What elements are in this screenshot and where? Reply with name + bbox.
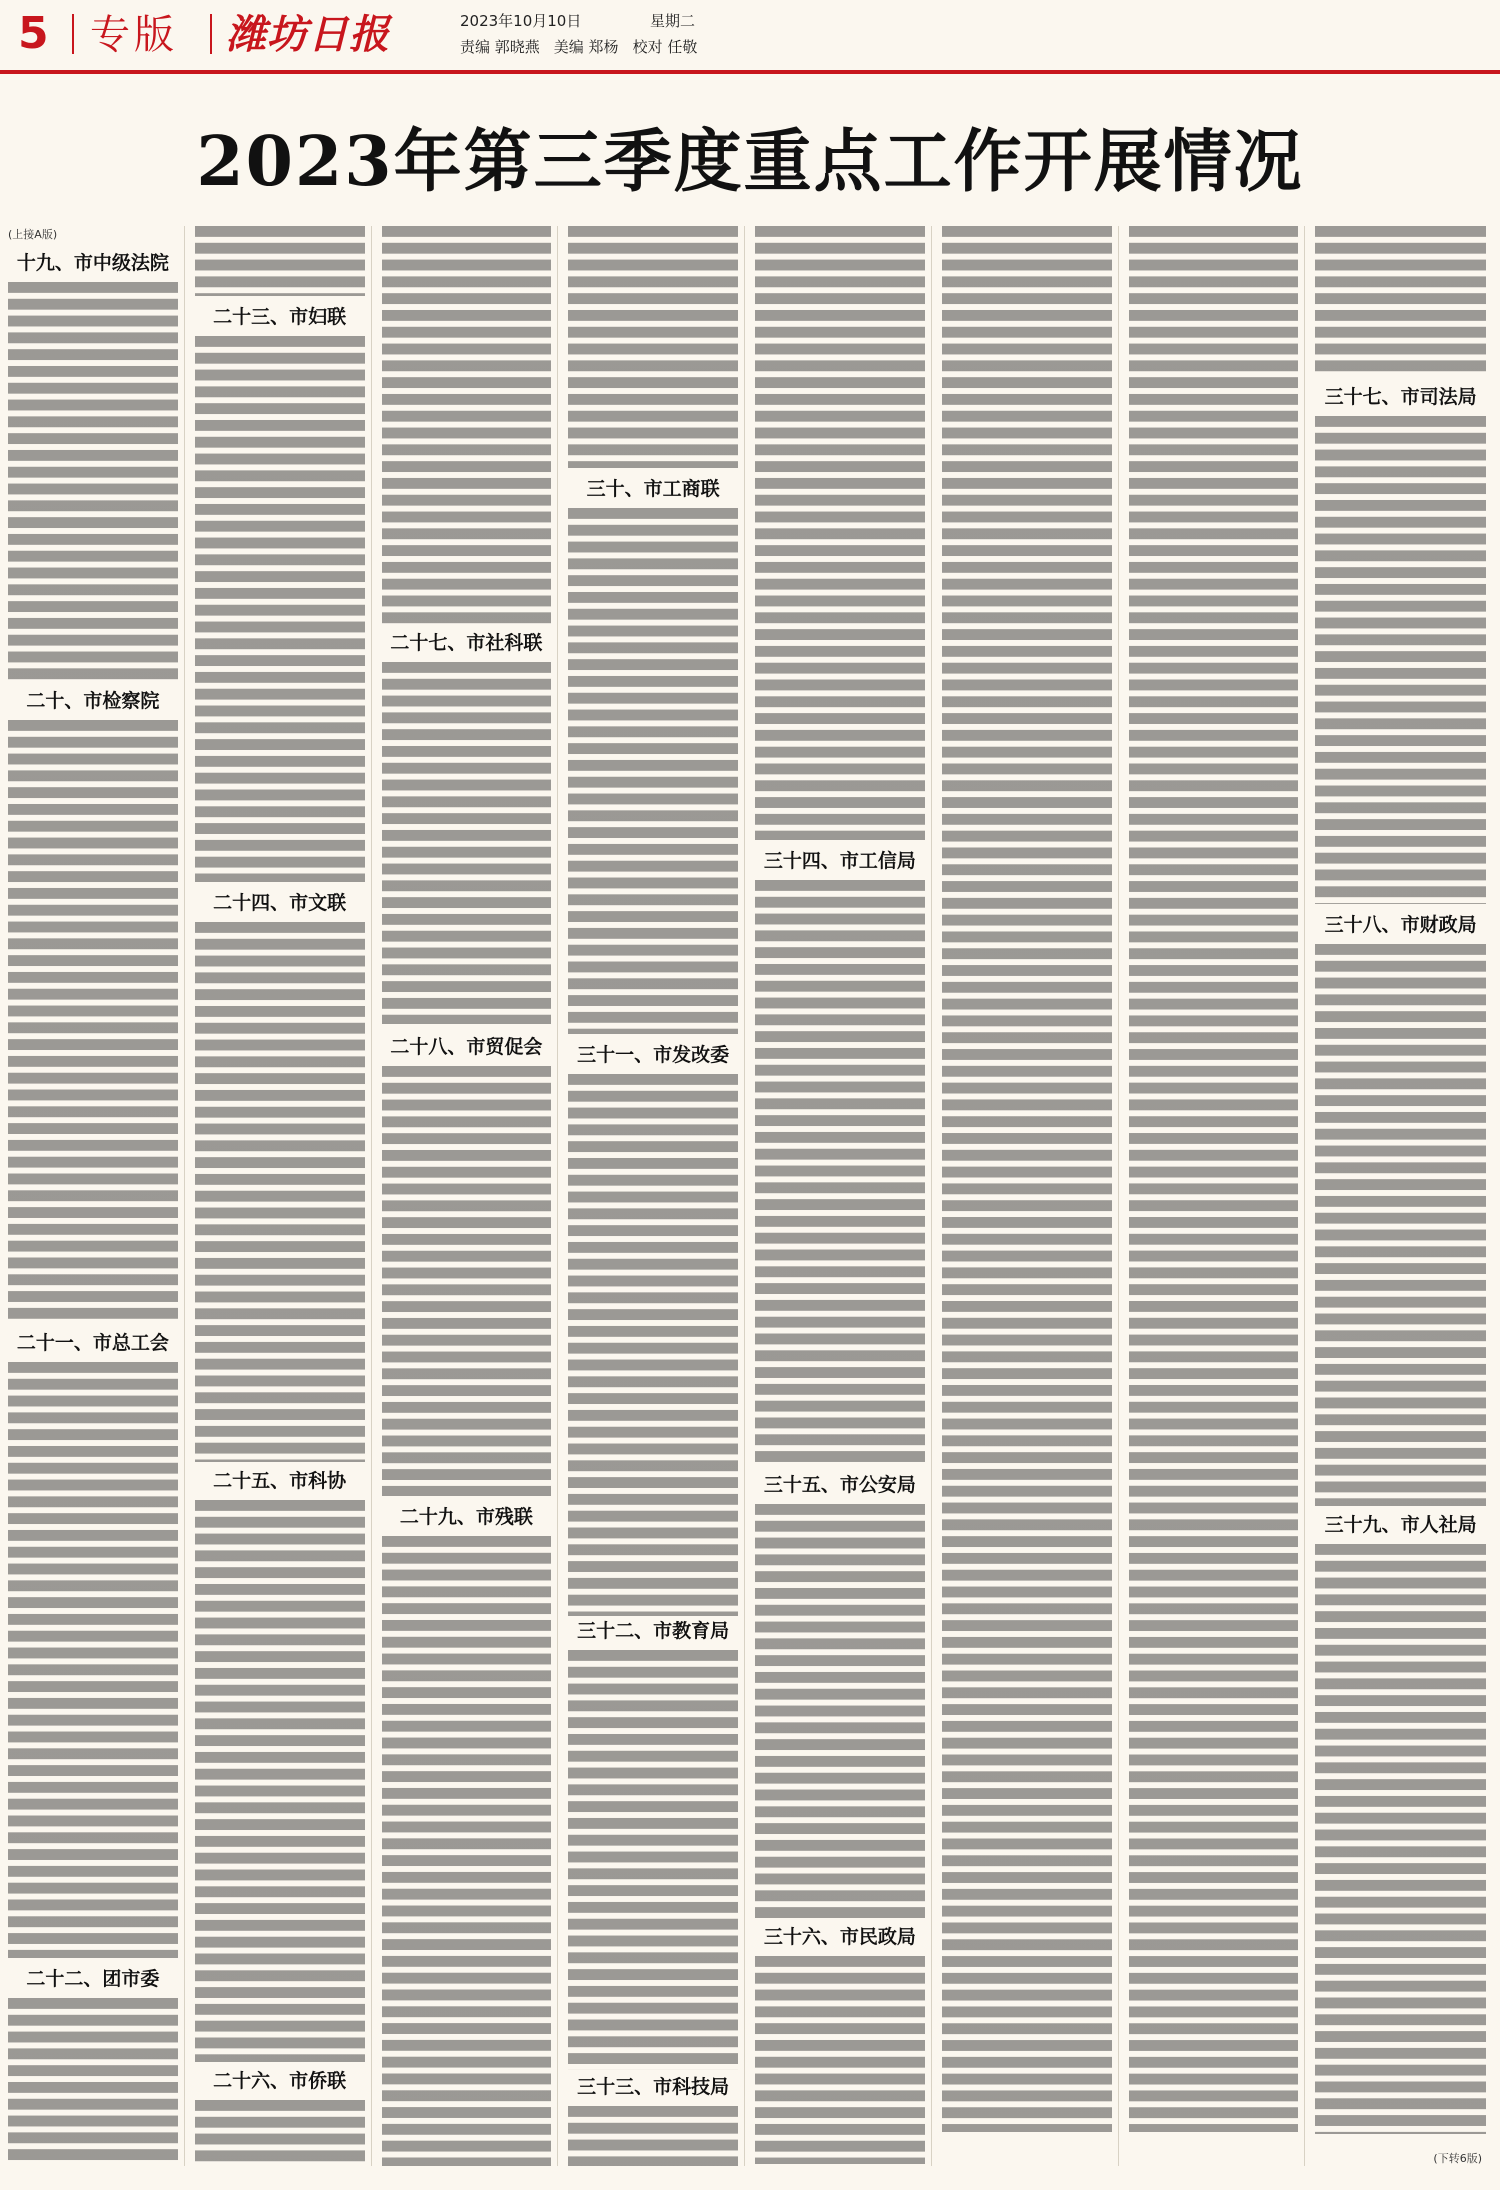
article-text xyxy=(382,1066,552,1496)
section-industry-information xyxy=(755,848,925,1464)
article-text xyxy=(568,508,738,1034)
section-heading: 三十九、市人社局 xyxy=(1324,1514,1477,1536)
section-heading: 二十、市检察院 xyxy=(26,690,160,712)
section-disabled-federation xyxy=(382,1504,552,2166)
article-text xyxy=(8,1998,178,2164)
editor-credit: 美编 郑杨 xyxy=(553,38,619,56)
article-text xyxy=(1315,226,1486,376)
section-trade-unions xyxy=(8,1330,178,1958)
article-column xyxy=(382,226,559,2166)
issue-date: 2023年10月10日 xyxy=(460,12,582,30)
article-text xyxy=(1129,226,1299,2132)
article-text xyxy=(195,922,365,1462)
section-science-association xyxy=(195,1468,365,2062)
article-column xyxy=(1315,226,1492,2166)
page-number: 5 xyxy=(18,8,49,59)
section-heading: 三十一、市发改委 xyxy=(577,1044,730,1066)
section-social-science-federation xyxy=(382,630,552,1024)
section-continued xyxy=(755,226,925,840)
section-heading: 二十二、团市委 xyxy=(26,1968,160,1990)
section-ccpit xyxy=(382,1034,552,1496)
section-civil-affairs xyxy=(755,1924,925,2164)
editor-credit: 责编 郭晓燕 xyxy=(460,38,540,56)
article-text xyxy=(195,1500,365,2062)
article-text xyxy=(195,2100,365,2166)
section-public-security xyxy=(755,1472,925,1918)
section-heading: 三十七、市司法局 xyxy=(1324,386,1477,408)
section-literary-federation xyxy=(195,890,365,1462)
section-heading: 三十八、市财政局 xyxy=(1324,914,1477,936)
masthead xyxy=(0,0,1500,74)
editor-credit: 校对 任敬 xyxy=(632,38,698,56)
article-column xyxy=(942,226,1119,2166)
section-federation-industry-commerce xyxy=(568,476,738,1034)
article-text xyxy=(568,1074,738,1616)
section-procuratorate xyxy=(8,688,178,1322)
section-heading: 二十八、市贸促会 xyxy=(390,1036,543,1058)
section-heading: 三十、市工商联 xyxy=(586,478,720,500)
edition-label: 专版 xyxy=(90,12,178,58)
section-continued xyxy=(1129,226,1299,2132)
section-continued xyxy=(382,226,552,624)
article-text xyxy=(382,662,552,1024)
section-heading: 三十二、市教育局 xyxy=(577,1620,730,1642)
article-text xyxy=(1315,1544,1486,2134)
article-text xyxy=(942,226,1112,2132)
article-text xyxy=(755,1956,925,2164)
article-columns xyxy=(8,226,1492,2166)
article-text xyxy=(382,226,552,624)
section-development-reform xyxy=(568,1042,738,1616)
section-justice xyxy=(1315,384,1486,904)
section-heading: 三十五、市公安局 xyxy=(763,1474,916,1496)
masthead-divider xyxy=(210,14,212,54)
section-heading: 三十三、市科技局 xyxy=(577,2076,730,2098)
article-text xyxy=(755,226,925,840)
article-column xyxy=(195,226,372,2166)
section-heading: 二十五、市科协 xyxy=(213,1470,347,1492)
article-text xyxy=(8,720,178,1322)
masthead-divider xyxy=(72,14,74,54)
article-column xyxy=(568,226,745,2166)
article-column xyxy=(1129,226,1306,2166)
article-column xyxy=(8,226,185,2166)
article-text xyxy=(382,1536,552,2166)
editor-credits xyxy=(460,36,697,57)
section-continued xyxy=(568,226,738,468)
article-text xyxy=(1315,944,1486,1506)
section-heading: 三十六、市民政局 xyxy=(763,1926,916,1948)
section-youth-league xyxy=(8,1966,178,2164)
article-text xyxy=(568,2106,738,2166)
section-womens-federation xyxy=(195,304,365,882)
page-headline: 2023年第三季度重点工作开展情况 xyxy=(196,122,1304,202)
issue-weekday: 星期二 xyxy=(650,12,696,30)
section-continued xyxy=(942,226,1112,2132)
article-text xyxy=(8,1362,178,1958)
section-overseas-chinese-federation xyxy=(195,2068,365,2166)
article-text xyxy=(195,226,365,296)
section-continued xyxy=(195,226,365,296)
section-heading: 二十九、市残联 xyxy=(399,1506,533,1528)
section-finance xyxy=(1315,912,1486,1506)
section-heading: 二十七、市社科联 xyxy=(390,632,543,654)
article-text xyxy=(195,336,365,882)
article-column xyxy=(755,226,932,2166)
article-text xyxy=(8,282,178,682)
section-science-technology xyxy=(568,2074,738,2166)
section-heading: 二十三、市妇联 xyxy=(213,306,347,328)
section-heading: 二十六、市侨联 xyxy=(213,2070,347,2092)
article-text xyxy=(568,226,738,468)
article-text xyxy=(568,1650,738,2070)
article-text xyxy=(755,880,925,1464)
section-human-resources xyxy=(1315,1512,1486,2134)
newspaper-name: 潍坊日报 xyxy=(226,11,390,58)
section-heading: 十九、市中级法院 xyxy=(16,252,169,274)
article-text xyxy=(1315,416,1486,904)
section-heading: 三十四、市工信局 xyxy=(763,850,916,872)
section-education xyxy=(568,1618,738,2070)
continued-from-label: (上接A版) xyxy=(8,228,58,241)
continued-on-label: (下转6版) xyxy=(1433,2152,1482,2165)
section-continued xyxy=(1315,226,1486,376)
masthead-rule xyxy=(0,70,1500,74)
section-heading: 二十四、市文联 xyxy=(213,892,347,914)
section-court xyxy=(8,250,178,682)
article-text xyxy=(755,1504,925,1918)
section-heading: 二十一、市总工会 xyxy=(16,1332,169,1354)
